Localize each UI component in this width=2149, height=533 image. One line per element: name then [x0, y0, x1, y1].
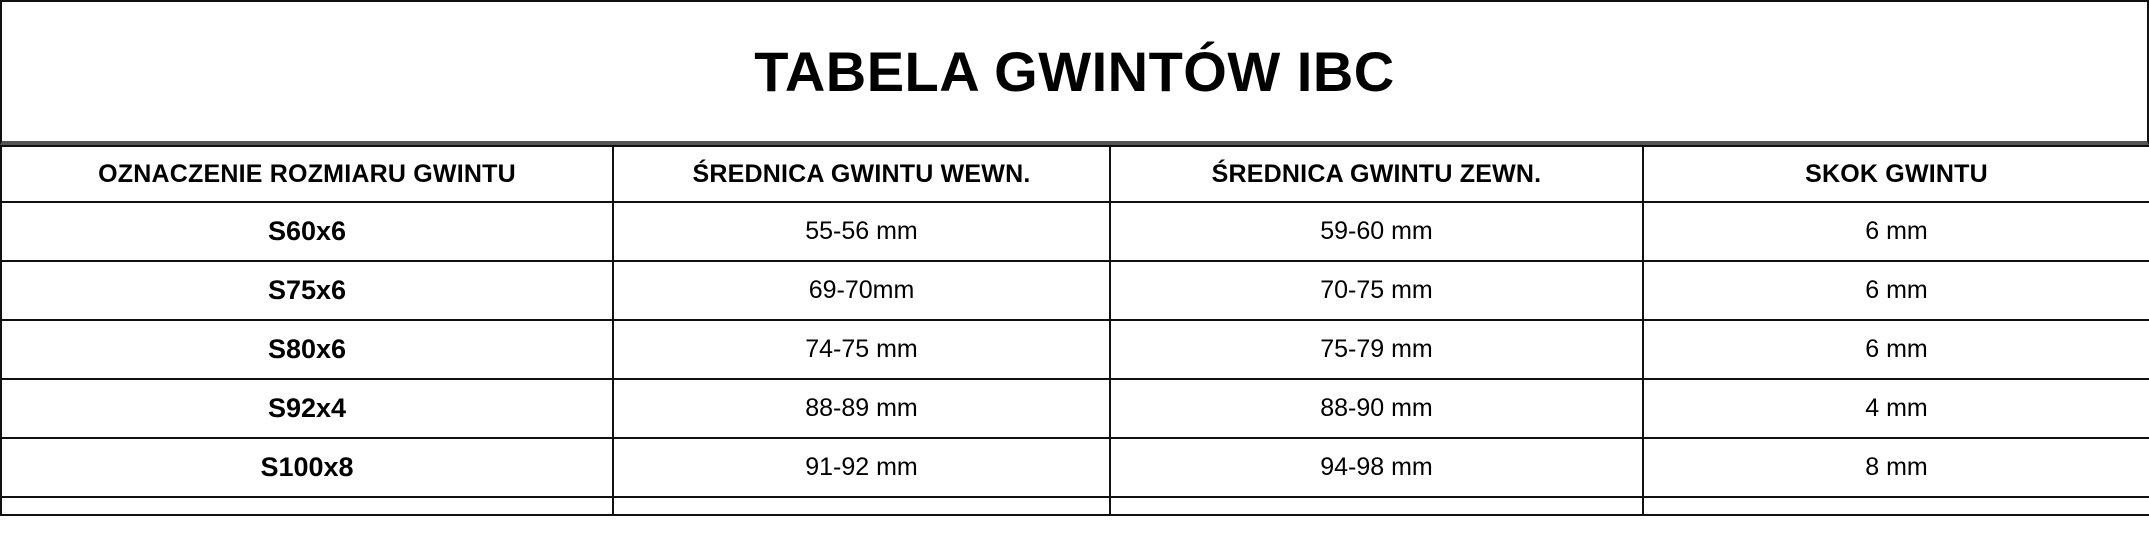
cell-thread-pitch: 8 mm — [1643, 438, 2149, 497]
table-bottom-cell — [613, 497, 1110, 515]
table-body — [1, 202, 2149, 515]
column-header-inner-diameter: ŚREDNICA GWINTU WEWN. — [613, 146, 1110, 202]
cell-inner-diameter: 55-56 mm — [613, 202, 1110, 261]
table-bottom-cell — [1643, 497, 2149, 515]
cell-inner-diameter: 69-70mm — [613, 261, 1110, 320]
cell-inner-diameter: 74-75 mm — [613, 320, 1110, 379]
cell-outer-diameter: 88-90 mm — [1110, 379, 1643, 438]
cell-size-designation: S75x6 — [1, 261, 613, 320]
table-row — [1, 202, 2149, 261]
thread-table — [0, 145, 2149, 516]
cell-inner-diameter: 91-92 mm — [613, 438, 1110, 497]
cell-inner-diameter: 88-89 mm — [613, 379, 1110, 438]
table-bottom-cell — [1110, 497, 1643, 515]
column-header-thread-pitch: SKOK GWINTU — [1643, 146, 2149, 202]
table-bottom-edge — [1, 497, 2149, 515]
cell-size-designation: S80x6 — [1, 320, 613, 379]
cell-size-designation: S60x6 — [1, 202, 613, 261]
title-block — [0, 0, 2149, 145]
cell-outer-diameter: 59-60 mm — [1110, 202, 1643, 261]
column-header-outer-diameter: ŚREDNICA GWINTU ZEWN. — [1110, 146, 1643, 202]
cell-thread-pitch: 6 mm — [1643, 320, 2149, 379]
table-header-row — [1, 146, 2149, 202]
table-row — [1, 261, 2149, 320]
cell-outer-diameter: 94-98 mm — [1110, 438, 1643, 497]
cell-thread-pitch: 6 mm — [1643, 261, 2149, 320]
cell-outer-diameter: 70-75 mm — [1110, 261, 1643, 320]
table-row — [1, 438, 2149, 497]
column-header-size-designation: OZNACZENIE ROZMIARU GWINTU — [1, 146, 613, 202]
page-title: TABELA GWINTÓW IBC — [754, 39, 1395, 103]
table-bottom-cell — [1, 497, 613, 515]
table-row — [1, 379, 2149, 438]
cell-size-designation: S100x8 — [1, 438, 613, 497]
table-header — [1, 146, 2149, 202]
table-row — [1, 320, 2149, 379]
cell-size-designation: S92x4 — [1, 379, 613, 438]
cell-thread-pitch: 6 mm — [1643, 202, 2149, 261]
cell-thread-pitch: 4 mm — [1643, 379, 2149, 438]
cell-outer-diameter: 75-79 mm — [1110, 320, 1643, 379]
